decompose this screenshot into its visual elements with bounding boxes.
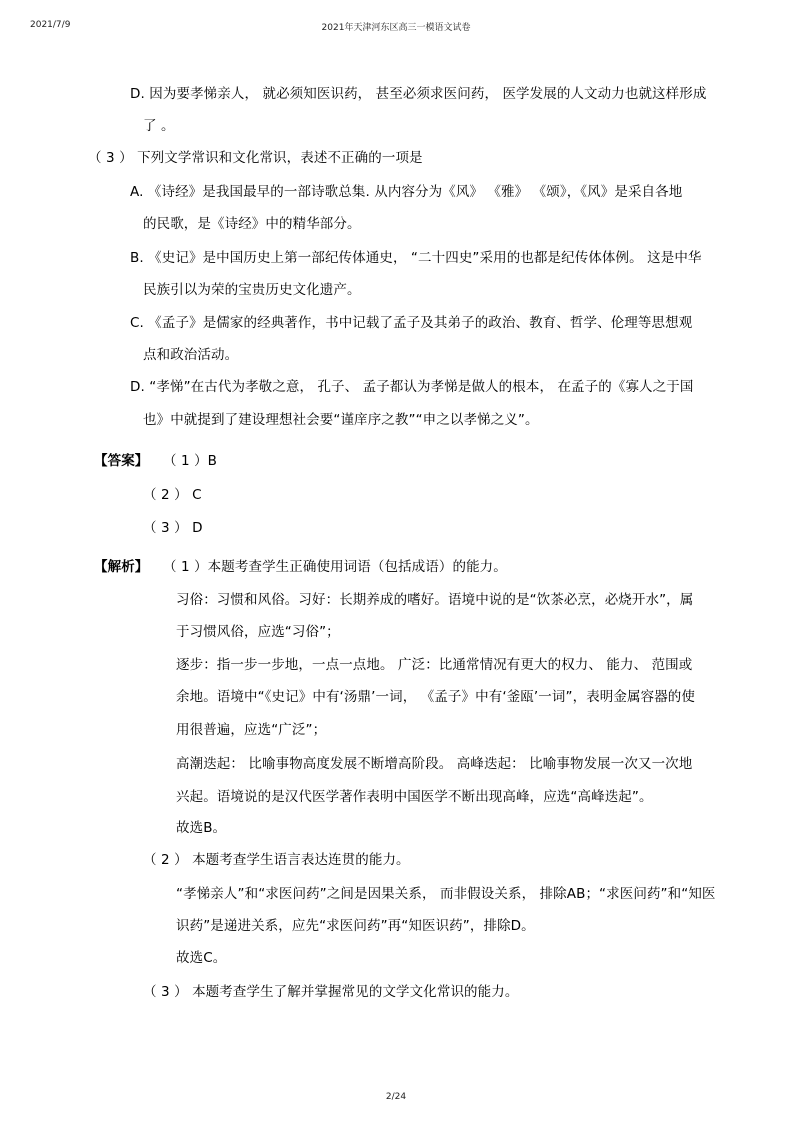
option-line: D. “孝悌”在古代为孝敬之意， 孔子、 孟子都认为孝悌是做人的根本， 在孟子的《寡人之于国 (130, 379, 694, 395)
analysis-label: 【解析】 (94, 559, 149, 575)
analysis-line: 余地。语境中“《史记》中有‘汤鼎’一词， 《孟子》中有‘釜瓯’一词”，表明金属容器的使 (176, 689, 695, 705)
option-line: B. 《史记》是中国历史上第一部纪传体通史， “二十四史”采用的也都是纪传体体例。 这是中华 (130, 250, 702, 266)
answer-line: （ 1 ）B (163, 453, 218, 469)
analysis-line: 兴起。语境说的是汉代医学著作表明中国医学不断出现高峰，应选“高峰迭起”。 (176, 789, 653, 805)
analysis-line: （ 3 ） 本题考查学生了解并掌握常见的文学文化常识的能力。 (143, 984, 519, 1000)
option-line: A. 《诗经》是我国最早的一部诗歌总集. 从内容分为《风》 《雅》 《颂》，《风》是采自各地 (130, 184, 683, 200)
option-line: 也》中就提到了建设理想社会要“谨庠序之教”“申之以孝悌之义”。 (143, 412, 539, 428)
analysis-line: 用很普遍，应选“广泛”； (176, 722, 327, 738)
analysis-line: 习俗：习惯和风俗。习好：长期养成的嗜好。语境中说的是“饮茶必烹，必烧开水”，属 (176, 592, 694, 608)
analysis-line: 识药”是递进关系，应先“求医问药”再“知医识药”，排除D。 (176, 918, 535, 934)
analysis-line: 于习惯风俗，应选“习俗”； (176, 624, 340, 640)
option-line: C. 《孟子》是儒家的经典著作，书中记载了孟子及其弟子的政治、教育、哲学、伦理等思想观 (130, 315, 693, 331)
analysis-line: （ 1 ）本题考查学生正确使用词语（包括成语）的能力。 (163, 559, 507, 575)
answer-label: 【答案】 (94, 453, 149, 469)
question-line: （ 3 ） 下列文学常识和文化常识，表述不正确的一项是 (88, 150, 423, 166)
header-title: 2021年天津河东区高三一模语文试卷 (321, 23, 471, 33)
option-line: D. 因为要孝悌亲人， 就必须知医识药， 甚至必须求医问药， 医学发展的人文动力也就这样形成 (130, 86, 707, 102)
option-line: 点和政治活动。 (143, 347, 239, 363)
analysis-line: 故选C。 (176, 950, 227, 966)
analysis-line: 高潮迭起： 比喻事物高度发展不断增高阶段。 高峰迭起： 比喻事物发展一次又一次地 (176, 756, 693, 772)
header-date: 2021/7/9 (30, 20, 71, 30)
option-line: 民族引以为荣的宝贵历史文化遗产。 (143, 282, 361, 298)
analysis-line: 故选B。 (176, 820, 227, 836)
analysis-line: （ 2 ） 本题考查学生语言表达连贯的能力。 (143, 852, 410, 868)
option-line: 了 。 (143, 118, 175, 134)
analysis-line: 逐步：指一步一步地，一点一点地。 广泛：比通常情况有更大的权力、 能力、 范围或 (176, 657, 693, 673)
answer-line: （ 3 ） D (143, 520, 203, 536)
analysis-line: “孝悌亲人”和“求医问药”之间是因果关系， 而非假设关系， 排除AB；“求医问药”和“知医 (176, 886, 716, 902)
answer-line: （ 2 ） C (143, 487, 202, 503)
page-number: 2/24 (385, 1092, 407, 1102)
option-line: 的民歌，是《诗经》中的精华部分。 (143, 216, 361, 232)
